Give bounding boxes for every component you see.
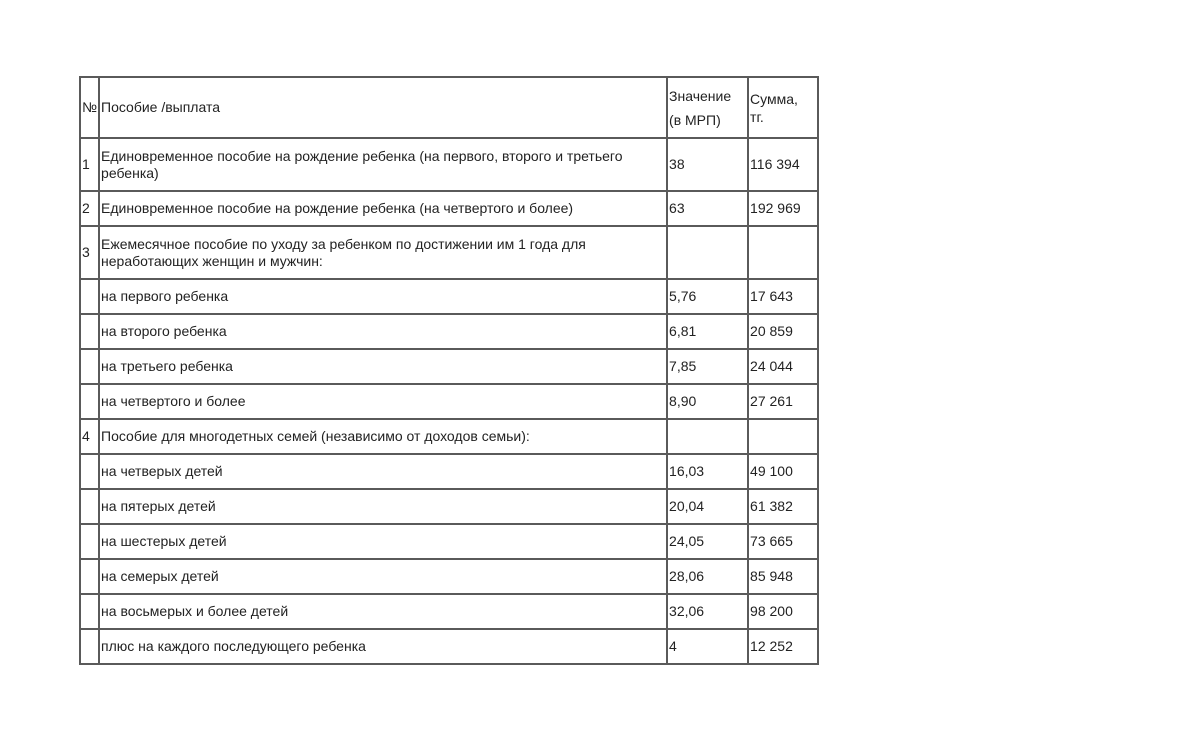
table-row: [80, 191, 818, 226]
row-mrp: 7,85: [667, 349, 748, 384]
row-name: Пособие для многодетных семей (независимо от доходов семьи):: [99, 419, 667, 454]
header-name: Пособие /выплата: [99, 77, 667, 138]
row-mrp: [667, 419, 748, 454]
header-sum: [748, 77, 818, 138]
header-sum-line1: Сумма,: [750, 90, 798, 107]
row-name: на четверых детей: [99, 454, 667, 489]
row-num: 2: [80, 191, 99, 226]
row-num: [80, 314, 99, 349]
row-sum: 85 948: [748, 559, 818, 594]
row-sum: 12 252: [748, 629, 818, 664]
row-sum: 73 665: [748, 524, 818, 559]
table-row: [80, 226, 818, 279]
row-mrp: 63: [667, 191, 748, 226]
row-sum: 17 643: [748, 279, 818, 314]
row-name: Ежемесячное пособие по уходу за ребенком по достижении им 1 года для неработающих женщин и мужчин:: [99, 226, 667, 279]
table-row: [80, 419, 818, 454]
table-row: [80, 594, 818, 629]
row-sum: 49 100: [748, 454, 818, 489]
row-name: Единовременное пособие на рождение ребенка (на четвертого и более): [99, 191, 667, 226]
row-name: на шестерых детей: [99, 524, 667, 559]
row-sum: 20 859: [748, 314, 818, 349]
row-name: на второго ребенка: [99, 314, 667, 349]
header-sum-line2: тг.: [750, 108, 764, 125]
row-sum: 27 261: [748, 384, 818, 419]
table-row: [80, 279, 818, 314]
header-value: [667, 77, 748, 138]
row-sum: 116 394: [748, 138, 818, 191]
row-name: на четвертого и более: [99, 384, 667, 419]
row-sum: [748, 419, 818, 454]
row-mrp: [667, 226, 748, 279]
row-sum: 192 969: [748, 191, 818, 226]
row-name: плюс на каждого последующего ребенка: [99, 629, 667, 664]
table-row: [80, 524, 818, 559]
row-num: [80, 594, 99, 629]
row-sum: 24 044: [748, 349, 818, 384]
row-mrp: 6,81: [667, 314, 748, 349]
row-name: на первого ребенка: [99, 279, 667, 314]
row-mrp: 8,90: [667, 384, 748, 419]
row-sum: [748, 226, 818, 279]
benefits-table: [79, 76, 819, 665]
row-mrp: 20,04: [667, 489, 748, 524]
row-num: 1: [80, 138, 99, 191]
row-num: 4: [80, 419, 99, 454]
row-sum: 61 382: [748, 489, 818, 524]
row-num: [80, 454, 99, 489]
table-row: [80, 454, 818, 489]
row-num: 3: [80, 226, 99, 279]
header-value-line2: (в МРП): [669, 111, 721, 128]
table-row: [80, 138, 818, 191]
row-name: на семерых детей: [99, 559, 667, 594]
row-name: на восьмерых и более детей: [99, 594, 667, 629]
row-num: [80, 559, 99, 594]
row-num: [80, 524, 99, 559]
row-num: [80, 629, 99, 664]
row-sum: 98 200: [748, 594, 818, 629]
row-mrp: 24,05: [667, 524, 748, 559]
row-mrp: 4: [667, 629, 748, 664]
table-row: [80, 314, 818, 349]
table-row: [80, 349, 818, 384]
row-mrp: 28,06: [667, 559, 748, 594]
table-row: [80, 384, 818, 419]
row-mrp: 5,76: [667, 279, 748, 314]
row-name: на третьего ребенка: [99, 349, 667, 384]
table-row: [80, 489, 818, 524]
header-value-line1: Значение: [669, 87, 732, 104]
row-name: на пятерых детей: [99, 489, 667, 524]
row-num: [80, 279, 99, 314]
table-row: [80, 629, 818, 664]
row-num: [80, 384, 99, 419]
row-num: [80, 349, 99, 384]
header-num: №: [80, 77, 99, 138]
row-mrp: 38: [667, 138, 748, 191]
row-num: [80, 489, 99, 524]
table-header-row: [80, 77, 818, 138]
row-mrp: 16,03: [667, 454, 748, 489]
row-mrp: 32,06: [667, 594, 748, 629]
row-name: Единовременное пособие на рождение ребенка (на первого, второго и третьего ребенка): [99, 138, 667, 191]
table-row: [80, 559, 818, 594]
